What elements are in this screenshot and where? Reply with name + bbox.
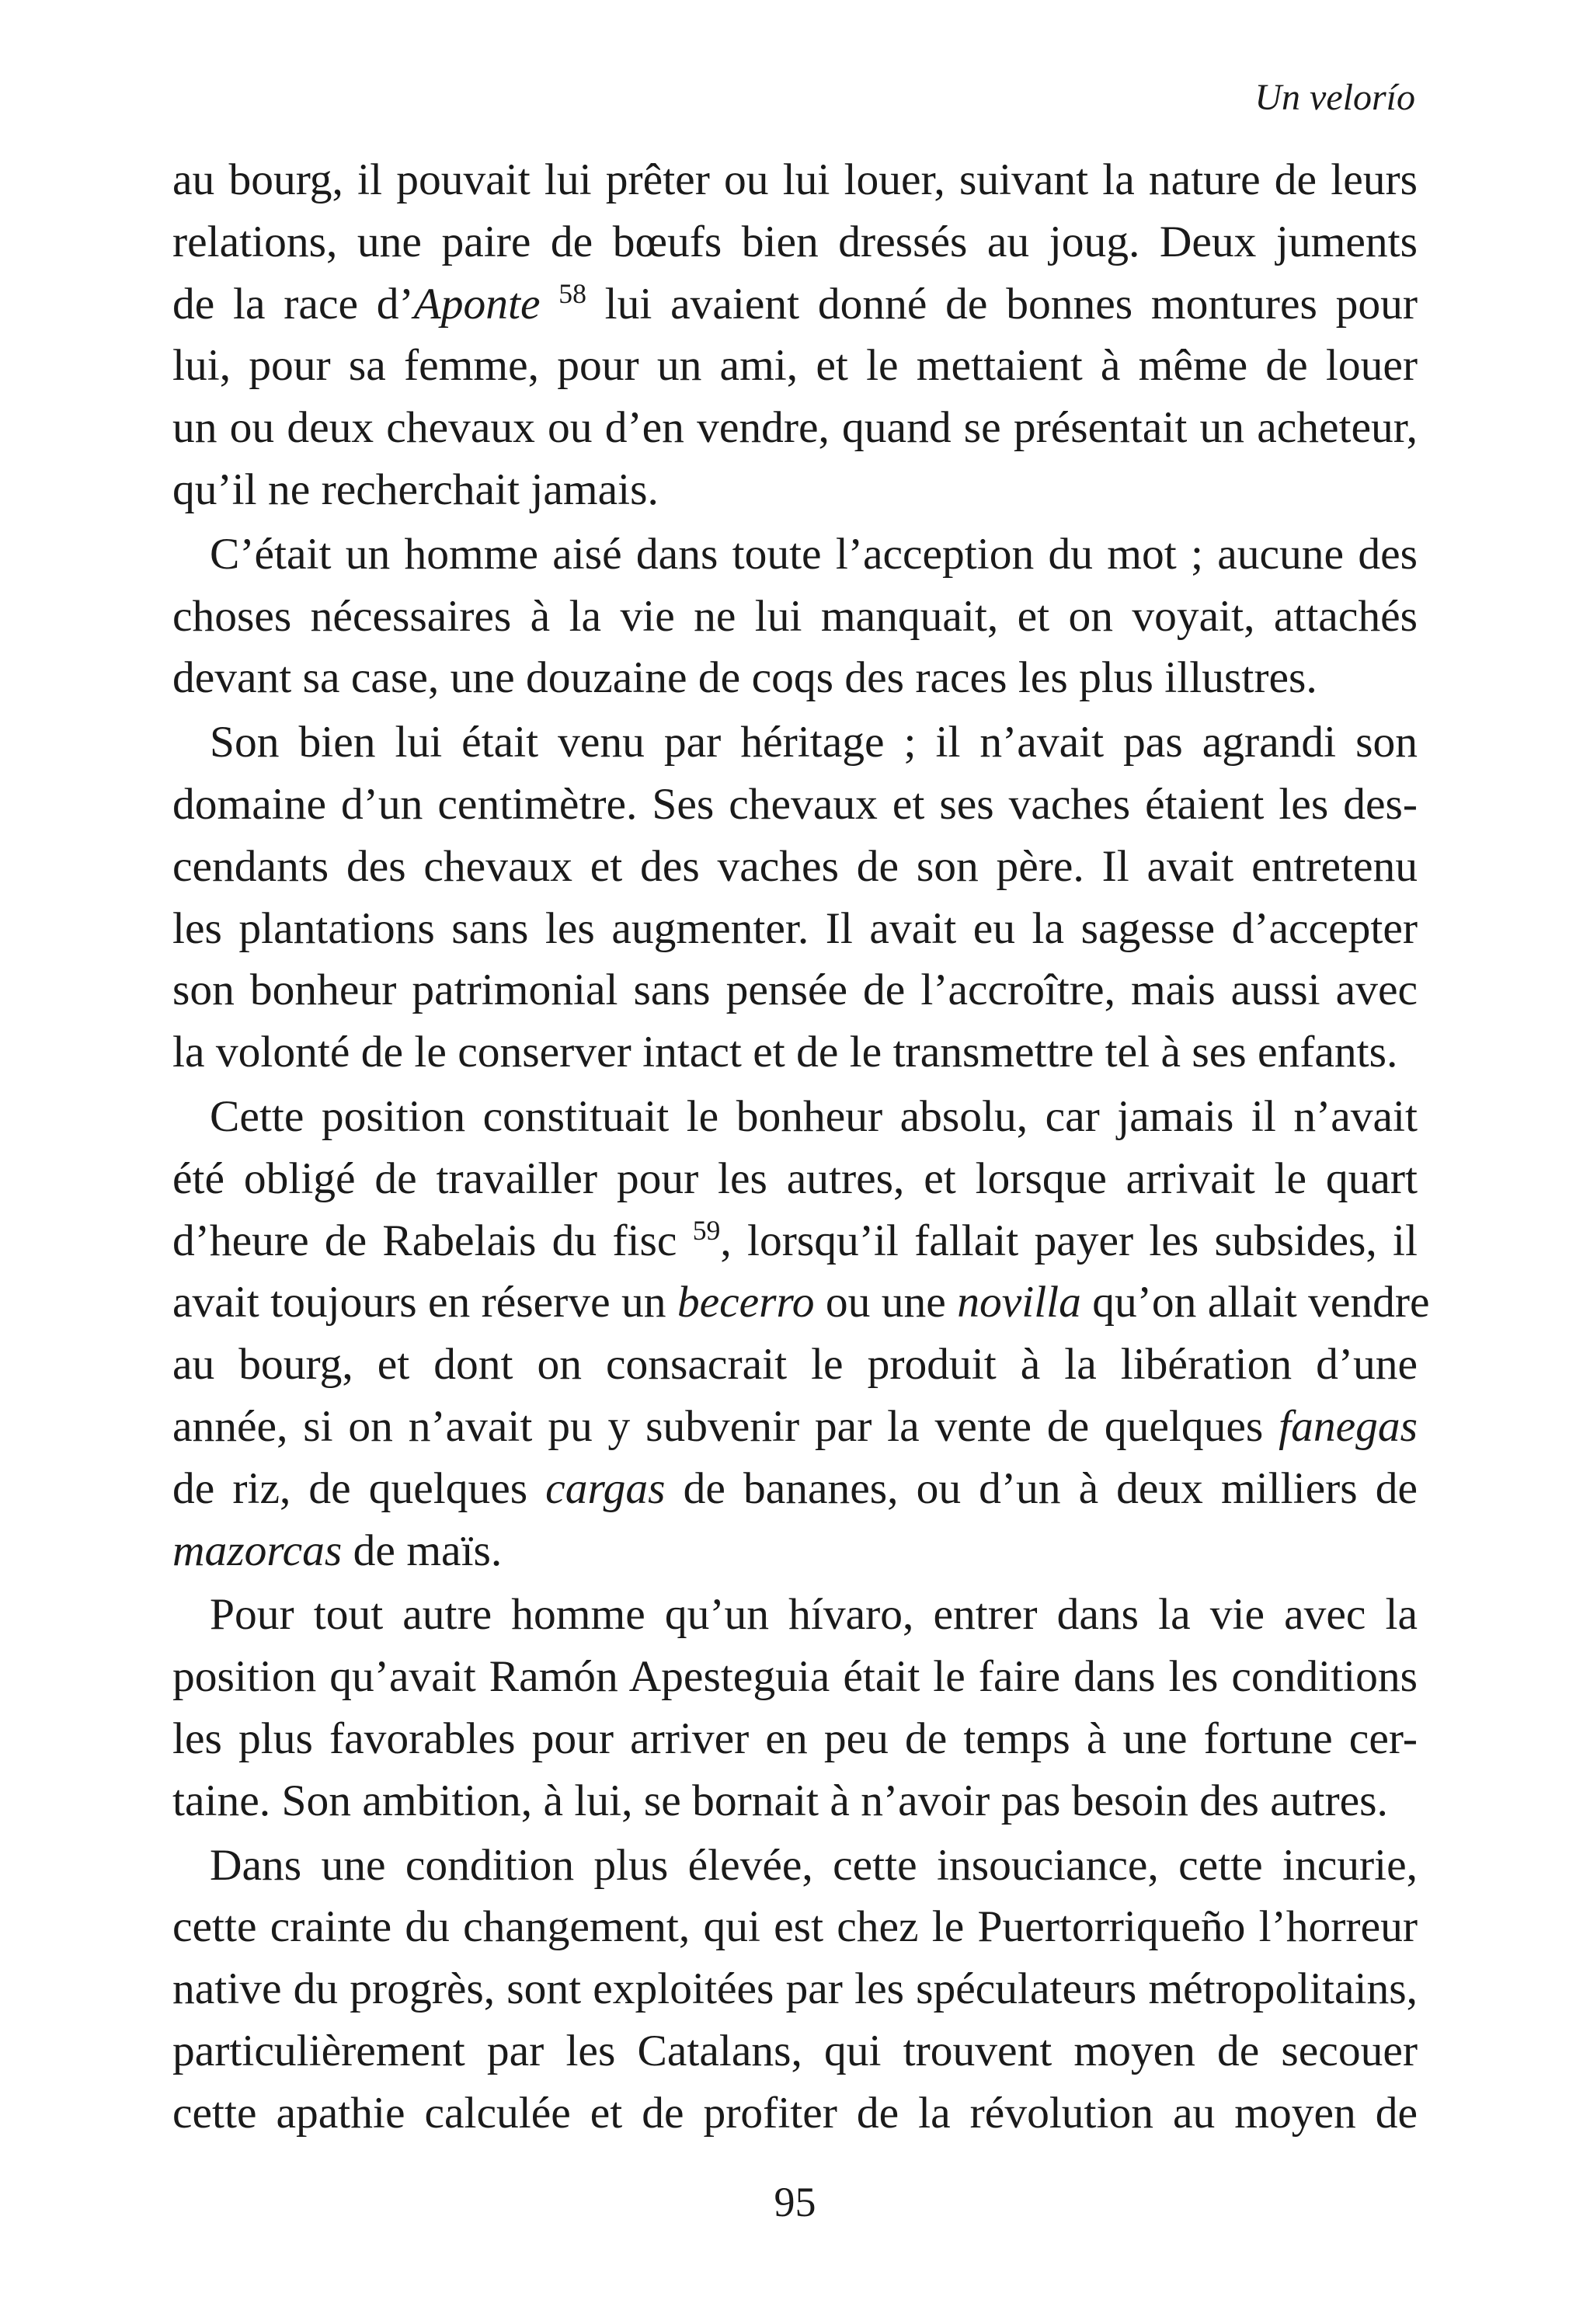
text-line: d’heure de Rabelais du fisc $^{59}$, lorsqu’il fallait payer les subsides, il <box>172 1214 1418 1265</box>
text-line: les plantations sans les augmenter. Il avait eu la sagesse d’accepter <box>172 903 1418 953</box>
text-line: native du progrès, sont exploitées par les spéculateurs métropolitains, <box>172 1964 1418 2014</box>
text-line: taine. Son ambition, à lui, se bornait à n’avoir pas besoin des autres. <box>172 1776 1388 1825</box>
italic-term: Aponte <box>413 279 541 329</box>
paragraph-start-line: Pour tout autre homme qu’un hívaro, entrer dans la vie avec la <box>210 1590 1418 1640</box>
text-line: avait toujours en réserve un becerro ou une novilla qu’on allait vendre <box>172 1278 1430 1327</box>
text-line: cette apathie calculée et de profiter de la révolution au moyen de <box>172 2088 1418 2138</box>
text-line: son bonheur patrimonial sans pensée de l’accroître, mais aussi avec <box>172 965 1418 1015</box>
footnote-ref: 58 <box>558 278 586 309</box>
text-line: été obligé de travailler pour les autres, et lorsque arrivait le quart <box>172 1153 1418 1203</box>
page-number: 95 <box>774 2179 816 2225</box>
italic-term: novilla <box>957 1278 1081 1327</box>
italic-term: fanegas <box>1279 1401 1418 1451</box>
text-line: mazorcas de maïs. <box>172 1526 503 1575</box>
text-line: les plus favorables pour arriver en peu de temps à une fortune cer- <box>172 1713 1418 1763</box>
text-line: lui, pour sa femme, pour un ami, et le mettaient à même de louer <box>172 341 1418 391</box>
paragraph-start-line: Cette position constituait le bonheur absolu, car jamais il n’avait <box>210 1091 1418 1141</box>
text-line: devant sa case, une douzaine de coqs des races les plus illustres. <box>172 653 1317 703</box>
body-text <box>172 149 1430 2145</box>
text-line: domaine d’un centimètre. Ses chevaux et ses vaches étaient les des- <box>172 779 1418 829</box>
footnote-ref: 59 <box>692 1214 721 1246</box>
italic-term: cargas <box>545 1463 666 1513</box>
text-line: de riz, de quelques cargas de bananes, ou d’un à deux milliers de <box>172 1463 1418 1513</box>
text-line: un ou deux chevaux ou d’en vendre, quand se présentait un acheteur, <box>172 403 1418 453</box>
italic-term: mazorcas <box>172 1526 343 1575</box>
running-header: Un velorío <box>1254 77 1415 118</box>
text-line: cendants des chevaux et des vaches de son père. Il avait entretenu <box>172 841 1418 891</box>
text-line: position qu’avait Ramón Apesteguia était le faire dans les conditions <box>172 1652 1418 1702</box>
text-line: particulièrement par les Catalans, qui trouvent moyen de secouer <box>172 2026 1418 2075</box>
text-line: la volonté de le conserver intact et de le transmettre tel à ses enfants. <box>172 1028 1398 1077</box>
italic-term: becerro <box>677 1278 815 1327</box>
text-line: au bourg, il pouvait lui prêter ou lui louer, suivant la nature de leurs <box>172 155 1418 204</box>
text-line: choses nécessaires à la vie ne lui manquait, et on voyait, attachés <box>172 591 1418 641</box>
text-line: qu’il ne recherchait jamais. <box>172 464 659 514</box>
text-line: de la race d’Aponte $^{58}$ lui avaient donné de bonnes montures pour <box>172 278 1418 329</box>
paragraph-start-line: C’était un homme aisé dans toute l’acception du mot ; aucune des <box>210 529 1418 579</box>
text-line: au bourg, et dont on consacrait le produit à la libération d’une <box>172 1340 1418 1390</box>
text-line: année, si on n’avait pu y subvenir par la vente de quelques fanegas <box>172 1401 1418 1451</box>
paragraph-start-line: Son bien lui était venu par héritage ; il n’avait pas agrandi son <box>210 718 1418 767</box>
text-line: cette crainte du changement, qui est chez le Puertorriqueño l’horreur <box>172 1902 1418 1952</box>
text-line: relations, une paire de bœufs bien dressés au joug. Deux juments <box>172 217 1418 266</box>
paragraph-start-line: Dans une condition plus élevée, cette insouciance, cette incurie, <box>210 1840 1418 1890</box>
